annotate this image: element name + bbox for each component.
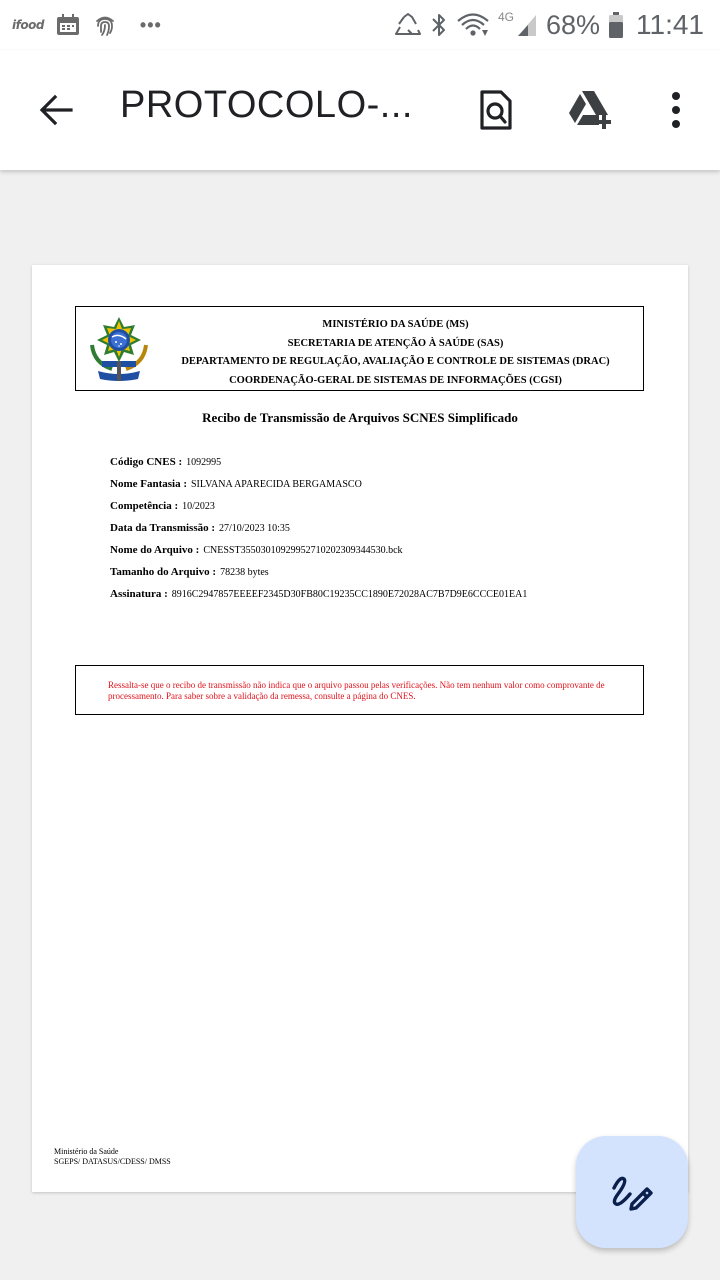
- bluetooth-icon: [430, 12, 448, 38]
- field-trade-name: [110, 478, 670, 500]
- clock: 11:41: [636, 9, 704, 40]
- header-line-coordination: COORDENAÇÃO-GERAL DE SISTEMAS DE INFORMAÇÕES (CGSI): [229, 374, 562, 386]
- footer-line-ministry: Ministério da Saúde: [54, 1147, 119, 1156]
- field-label: Nome Fantasia :: [110, 478, 187, 490]
- field-competence: [110, 500, 670, 522]
- network-type: 4G: [497, 10, 514, 24]
- status-bar: [0, 0, 720, 50]
- fingerprint-icon: [92, 12, 118, 38]
- header-text: [156, 316, 635, 390]
- ifood-icon: ifood: [12, 18, 44, 32]
- more-options-button[interactable]: [652, 82, 700, 138]
- header-line-department: DEPARTAMENTO DE REGULAÇÃO, AVALIAÇÃO E CONTROLE DE SISTEMAS (DRAC): [181, 356, 610, 367]
- back-arrow-icon: [38, 92, 74, 128]
- field-value: 10/2023: [182, 501, 215, 512]
- field-label: Data da Transmissão :: [110, 522, 216, 534]
- document-title: PROTOCOLO-...: [120, 84, 413, 126]
- receipt-fields: [110, 456, 670, 610]
- battery-icon: [608, 11, 624, 39]
- field-label: Nome do Arquivo :: [110, 544, 200, 556]
- header-line-ministry: MINISTÉRIO DA SAÚDE (MS): [322, 319, 469, 330]
- annotate-button[interactable]: [576, 1136, 688, 1248]
- field-value: 8916C2947857EEEEF2345D30FB80C19235CC1890E72028AC7B7D9E6CCCE01EA1: [171, 589, 528, 600]
- document-header: [75, 306, 644, 391]
- receipt-title: Recibo de Transmissão de Arquivos SCNES Simplificado: [202, 410, 518, 425]
- field-value: 1092995: [186, 457, 222, 468]
- brazil-coat-of-arms-icon: [88, 315, 150, 383]
- field-file-name: [110, 544, 670, 566]
- status-system: [394, 6, 704, 44]
- field-value: SILVANA APARECIDA BERGAMASCO: [191, 479, 362, 490]
- footer-line-department: SGEPS/ DATASUS/CDESS/ DMSS: [54, 1157, 171, 1166]
- battery-percent: 68%: [545, 9, 600, 40]
- status-notifications: [12, 10, 162, 40]
- field-label: Tamanho do Arquivo :: [110, 566, 217, 578]
- add-to-drive-icon: [568, 89, 616, 131]
- calendar-icon: [54, 13, 82, 37]
- field-value: CNESST355030109299527102023093445​30.bck: [203, 545, 403, 556]
- app-bar: [0, 50, 720, 170]
- field-value: 27/10/2023 10:35: [219, 523, 290, 534]
- signal-icon: [516, 12, 538, 38]
- wifi-icon: [456, 12, 490, 38]
- recycle-icon: [394, 12, 422, 38]
- pdf-page[interactable]: [32, 265, 688, 1192]
- field-label: Código CNES :: [110, 456, 183, 468]
- back-button[interactable]: [28, 82, 84, 138]
- annotate-pen-icon: [610, 1170, 654, 1214]
- add-to-drive-button[interactable]: [564, 82, 620, 138]
- page-footer: [54, 1147, 171, 1167]
- more-notifications-icon: •••: [139, 14, 162, 35]
- field-cnes-code: [110, 456, 670, 478]
- field-transmission-date: [110, 522, 670, 544]
- field-label: Competência :: [110, 500, 179, 512]
- field-signature: [110, 588, 670, 610]
- disclaimer-text: Ressalta-se que o recibo de transmissão não indica que o arquivo passou pelas verificações. Não tem nenhum valor como comprovante de processamento. Para saber sobre a validação da remessa, consulte a página do CNES.: [108, 680, 605, 701]
- field-file-size: [110, 566, 670, 588]
- field-label: Assinatura :: [110, 588, 168, 600]
- find-in-page-icon: [479, 89, 513, 131]
- disclaimer-box: [75, 665, 644, 715]
- find-in-page-button[interactable]: [468, 82, 524, 138]
- field-value: 78238 bytes: [220, 567, 269, 578]
- more-vert-icon: [670, 92, 682, 128]
- header-line-secretariat: SECRETARIA DE ATENÇÃO À SAÚDE (SAS): [287, 337, 504, 349]
